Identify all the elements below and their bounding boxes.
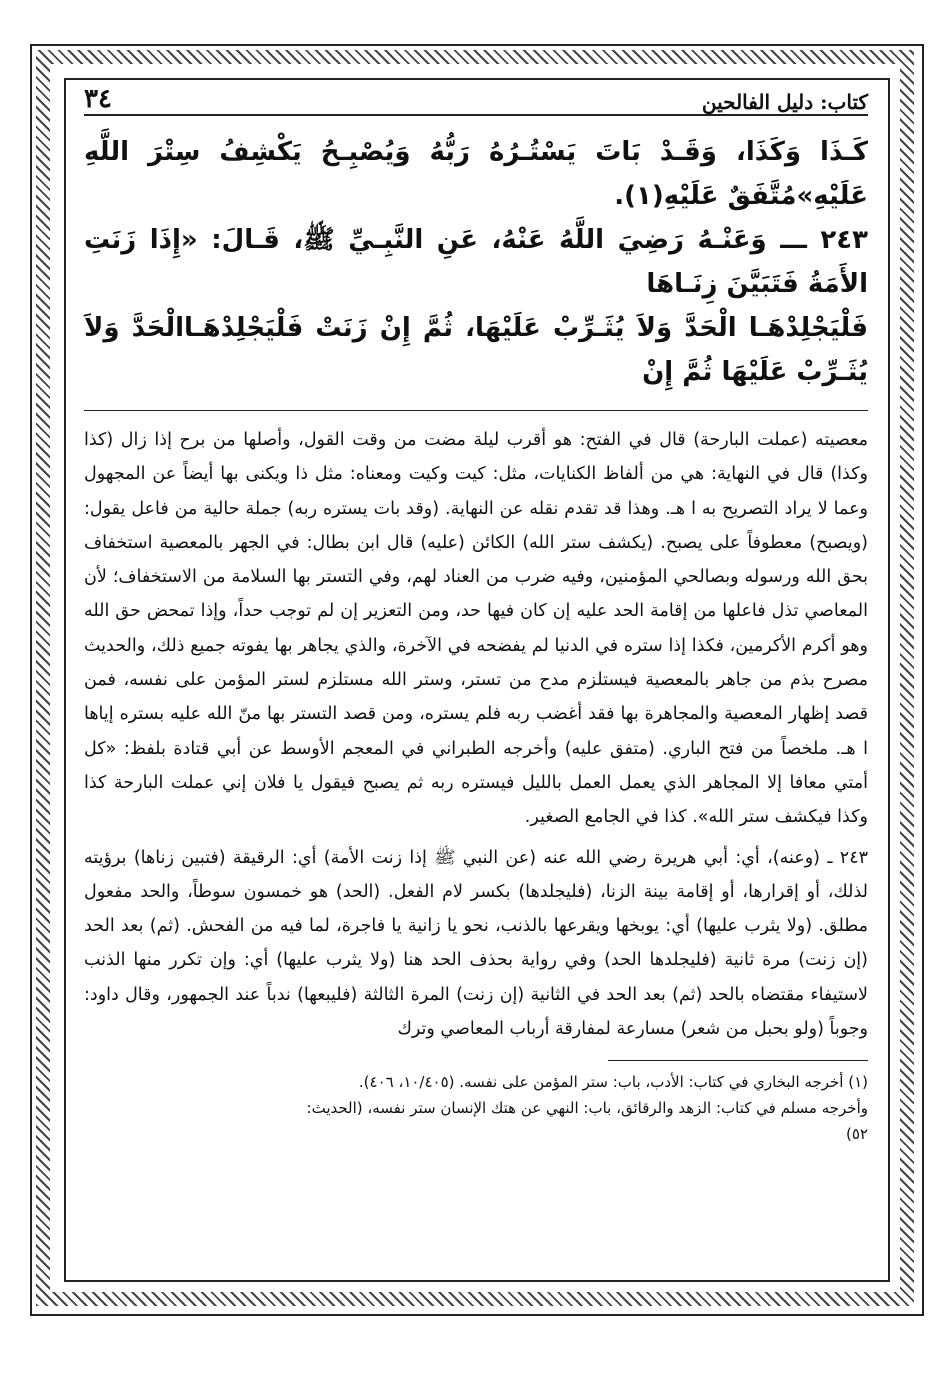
- divider: [84, 410, 868, 411]
- commentary-paragraph: ٢٤٣ ـ (وعنه)، أي: أبي هريرة رضي الله عنه (عن النبي ﷺ إذا زنت الأمة) أي: الرقيقة (فتبين زناها) برؤيته لذلك، أو إقرارها، أو إقامة بينة الزنا، (فليجلدها) بكسر لام الفعل. (الحد) هو خمسون سوطاً، والحد مفعول مطلق. (ولا يثرب عليها) أي: يوبخها ويقرعها بالذنب، نحو يا زانية يا فاجرة، لما فيه من الفحش. (ثم) بعد الحد (إن زنت) مرة ثانية (فليجلدها الحد) وفي رواية بحذف الحد هنا (ولا يثرب عليها) أي: وإن تكرر منها الذنب لاستيفاء مقتضاه بالحد (ثم) بعد الحد في الثانية (إن زنت) المرة الثالثة (فليبعها) ندباً عند الجمهور، وقال داود: وجوباً (ولو بحبل من شعر) مسارعة لمفارقة أرباب المعاصي وترك: [84, 847, 868, 1040]
- hadith-line: فَلْيَجْلِدْهَـا الْحَدَّ وَلاَ يُثَـرِّبْ عَلَيْهَا، ثُمَّ إِنْ زَنَتْ فَلْيَجْلِدْهَـاالْحَدَّ وَلاَ يُثَـرِّبْ عَلَيْهَا ثُمَّ إِنْ: [84, 313, 868, 387]
- footnote: وأخرجه مسلم في كتاب: الزهد والرقائق، باب: النهي عن هتك الإنسان ستر نفسه، (الحديث:: [306, 1099, 868, 1118]
- footnotes: [84, 1069, 868, 1147]
- hadith-line: [84, 218, 868, 306]
- footnote: (١) أخرجه البخاري في كتاب: الأدب، باب: ستر المؤمن على نفسه. (١٠/٤٠٥، ٤٠٦).: [358, 1073, 868, 1092]
- commentary: [84, 423, 868, 1046]
- page-content: [84, 80, 868, 1276]
- hadith-text: [84, 130, 868, 394]
- commentary-paragraph: معصيته (عملت البارحة) قال في الفتح: هو أقرب ليلة مضت من وقت القول، وأصلها من برح إذا زال (كذا وكذا) قال في النهاية: هي من ألفاظ الكنايات، مثل: كيت وكيت ومعناه: مثل ذا ويكنى بها أيضاً عن المجهول وعما لا يراد التصريح به ا هـ. وهذا قد تقدم نقله عن النهاية. (وقد بات يستره ربه) جملة حالية من فاعل يقول: (ويصبح) معطوفاً على يصبح. (يكشف ستر الله) الكائن (عليه) قال ابن بطال: في الجهر بالمعصية استخفاف بحق الله ورسوله وبصالحي المؤمنين، وفيه ضرب من العناد لهم، وفي التستر بها السلامة من الاستخفاف؛ لأن المعاصي تذل فاعلها من إقامة الحد عليه إن كان فيها حد، ومن التعزير إن لم توجب حداً، وإذا تمحض حق الله وهو أكرم الأكرمين، فكذا إذا ستره في الدنيا لم يفضحه في الآخرة، والذي يجاهر بها يفوته جميع ذلك، والحديث مصرح بذم من جاهر بالمعصية فيستلزم مدح من تستر، وستر الله مستلزم لستر المؤمن على نفسه، فمن قصد إظهار المعصية والمجاهرة بها فقد أغضب ربه فلم يستره، ومن قصد التستر بها منّ الله عليه بستره إياها ا هـ. ملخصاً من فتح الباري. (متفق عليه) وأخرجه الطبراني في المعجم الأوسط عن أبي قتادة بلفظ: «كل أمتي معافا إلا المجاهر الذي يعمل العمل بالليل فيستره ربه ثم يصبح فيقول يا فلان إني عملت البارحة كذا وكذا فيكشف ستر الله». كذا في الجامع الصغير.: [84, 430, 868, 828]
- running-header: [84, 80, 868, 116]
- hadith-number: ٢٤٣ ـــ: [780, 225, 868, 255]
- hadith-line-text: وَعَنْـهُ رَضِيَ اللَّهُ عَنْهُ، عَنِ النَّبِـيِّ ﷺ، قَـالَ: «إِذَا زَنَتِ الأَمَةُ فَتَبَيَّنَ زِنَـاهَا: [84, 225, 868, 299]
- footnote-divider: [608, 1060, 868, 1061]
- footnote: ٥٢): [846, 1125, 868, 1144]
- hadith-line: كَـذَا وَكَذَا، وَقَـدْ بَاتَ يَسْتُـرُهُ رَبُّهُ وَيُصْبِـحُ يَكْشِفُ سِتْرَ اللَّهِ عَلَيْهِ»مُتَّفَقٌ عَلَيْهِ(١).: [84, 137, 868, 211]
- book-title: كتاب: دليل الفالحين: [701, 90, 868, 114]
- page-number: ٣٤: [84, 84, 112, 114]
